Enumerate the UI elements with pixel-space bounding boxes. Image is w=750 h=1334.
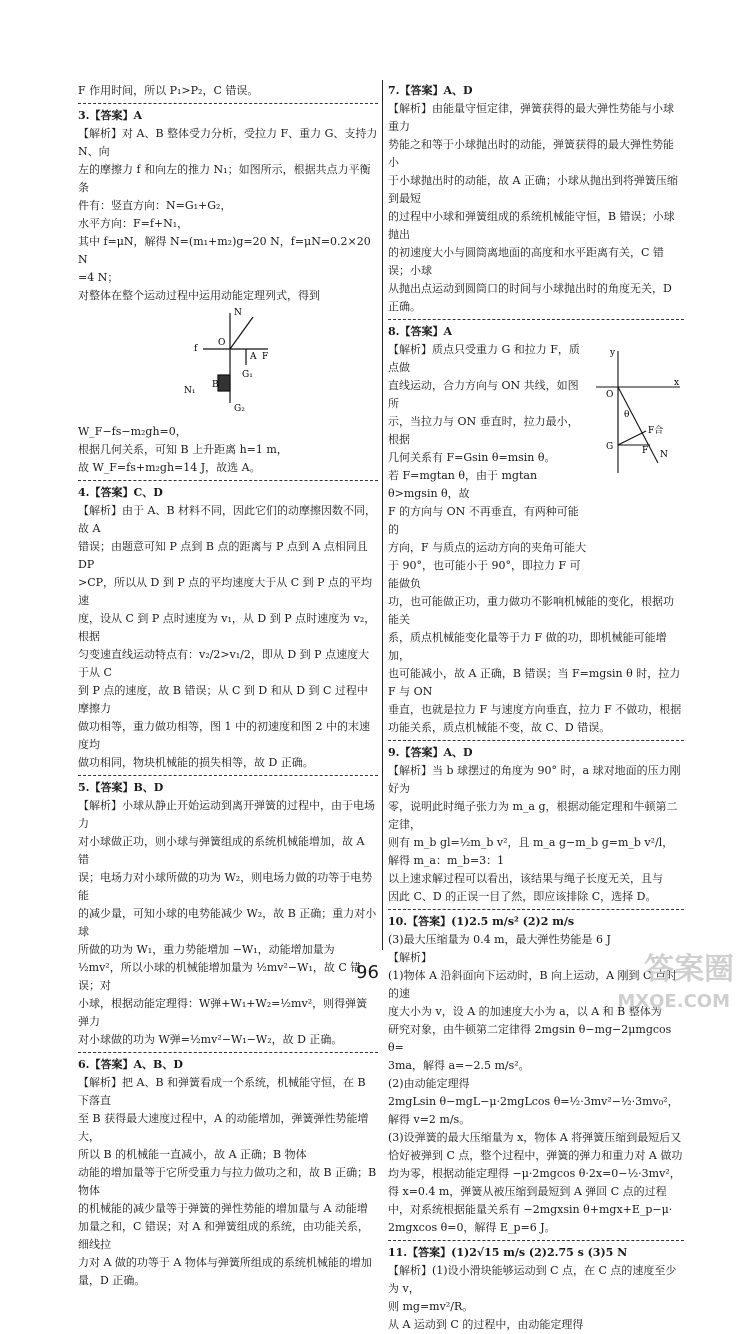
divider	[78, 103, 378, 104]
q6-line: 量，D 正确。	[78, 1274, 146, 1287]
q7-line: 的初速度大小与圆筒离地面的高度和水平距离有关，C 错误；小球	[388, 246, 664, 277]
q8-answer: 8.【答案】A	[388, 325, 453, 338]
q5-answer: 5.【答案】B、D	[78, 781, 164, 794]
page-number: 96	[356, 962, 379, 983]
q10-line: 3ma，解得 a=−2.5 m/s²。	[388, 1059, 530, 1072]
question-4	[78, 484, 378, 772]
q5-line: 小球，根据动能定理得：W弹+W₁+W₂=½mv²，则得弹簧弹力	[78, 997, 368, 1028]
q3-line: 【解析】对 A、B 整体受力分析，受拉力 F、重力 G、支持力 N、向	[78, 127, 378, 158]
q10-line: (3)最大压缩量为 0.4 m，最大弹性势能是 6 J	[388, 933, 611, 946]
question-3	[78, 107, 378, 477]
q7-line: 【解析】由能量守恒定律，弹簧获得的最大弹性势能与小球重力	[388, 102, 674, 133]
q8-line: 若 F=mgtan θ，由于 mgtan θ>mgsin θ，故	[388, 469, 538, 500]
fig-label-g2: G₂	[234, 404, 245, 414]
fig-label-g: G	[606, 442, 614, 452]
question-11	[388, 1244, 684, 1334]
fig-label-n: N	[234, 308, 242, 318]
q11-line: 则 mg=mv²/R。	[388, 1300, 474, 1313]
q8-line: 直线运动，合力方向与 ON 共线，如图所	[388, 379, 579, 410]
fig-label-x: x	[674, 378, 680, 388]
q6-answer: 6.【答案】A、B、D	[78, 1058, 183, 1071]
q6-line: 至 B 获得最大速度过程中，A 的动能增加，弹簧弹性势能增大，	[78, 1112, 369, 1143]
q10-line: (3)设弹簧的最大压缩量为 x，物体 A 将弹簧压缩到最短后又	[388, 1131, 682, 1144]
left-column	[78, 82, 378, 1290]
q7-line: 于小球抛出时的动能，故 A 正确；小球从抛出到将弹簧压缩到最短	[388, 174, 678, 205]
q7-line: 从抛出点运动到圆筒口的时间与小球抛出时的角度无关，D	[388, 282, 672, 295]
fig-label-f: F	[642, 446, 649, 456]
q5-line: 【解析】小球从静止开始运动到离开弹簧的过程中，由于电场力	[78, 799, 375, 830]
q10-line: 得 x=0.4 m，弹簧从被压缩到最短到 A 弹回 C 点的过程	[388, 1185, 667, 1198]
q10-line: (2)由动能定理得	[388, 1077, 470, 1090]
q4-line: 度，设从 C 到 P 点时速度为 v₁，从 D 到 P 点时速度为 v₂，根据	[78, 612, 376, 643]
q10-line: 研究对象，由牛顿第二定律得 2mgsin θ−mg−2μmgcos θ=	[388, 1023, 672, 1054]
q8-line: 示，当拉力与 ON 垂直时，拉力最小，根据	[388, 415, 579, 446]
q7-line: 的过程中小球和弹簧组成的系统机械能守恒，B 错误；小球抛出	[388, 210, 675, 241]
q5-line: 误；电场力对小球所做的功为 W₂，则电场力做的功等于电势能	[78, 871, 373, 902]
q4-line: >CP，所以从 D 到 P 点的平均速度大于从 C 到 P 点的平均速	[78, 576, 373, 607]
divider	[388, 319, 684, 320]
fig-label-force: F	[262, 352, 269, 362]
q8-line: 【解析】质点只受重力 G 和拉力 F，质点做	[388, 343, 580, 374]
q8-line: 功，也可能做正功，重力做功不影响机械能的变化，根据功能关	[388, 595, 674, 626]
divider	[78, 480, 378, 481]
column-divider	[382, 80, 383, 950]
q3-line: 对整体在整个运动过程中运用动能定理列式，得到	[78, 289, 320, 302]
left-top-line: F 作用时间，所以 P₁>P₂，C 错误。	[78, 84, 259, 97]
q10-line: 均为零，根据动能定理得 −μ·2mgcos θ·2x=0−½·3mv²，	[388, 1167, 681, 1180]
fig-label-b: B	[212, 380, 219, 390]
q6-line: 所以 B 的机械能一直减小，故 A 正确；B 物体	[78, 1148, 307, 1161]
q9-line: 因此 C、D 的正误一目了然，即应该排除 C，选择 D。	[388, 890, 657, 903]
question-10	[388, 913, 684, 1237]
question-9	[388, 744, 684, 906]
q11-line: 【解析】(1)设小滑块能够运动到 C 点，在 C 点的速度至少为 v，	[388, 1264, 677, 1295]
q6-line: 加量之和，C 错误；对 A 和弹簧组成的系统，由功能关系，细线拉	[78, 1220, 369, 1251]
q3-after: 故 W_F=fs+m₂gh=14 J，故选 A。	[78, 461, 261, 474]
q9-line: 以上速求解过程可以看出，该结果与绳子长度无关，且与	[388, 872, 663, 885]
q6-line: 力对 A 做的功等于 A 物体与弹簧所组成的系统机械能的增加	[78, 1256, 372, 1269]
q4-line: 匀变速直线运动特点有：v₂/2>v₁/2，即从 D 到 P 点速度大于从 C	[78, 648, 370, 679]
fig-label-n1: N₁	[184, 386, 196, 396]
divider	[388, 1240, 684, 1241]
divider	[78, 775, 378, 776]
q7-line: 势能之和等于小球抛出时的动能，弹簧获得的最大弹性势能小	[388, 138, 674, 169]
fig-label-y: y	[610, 348, 616, 358]
q8-line: 也可能减小，故 A 正确，B 错误；当 F=mgsin θ 时，拉力 F 与 ON	[388, 667, 681, 698]
q9-line: 【解析】当 b 球摆过的角度为 90° 时，a 球对地面的压力刚好为	[388, 764, 681, 795]
q3-after: 根据几何关系，可知 B 上升距离 h=1 m，	[78, 443, 288, 456]
fig-label-o: O	[606, 390, 614, 400]
q9-line: 零，说明此时绳子张力为 m_a g，根据动能定理和牛顿第二定律，	[388, 800, 678, 831]
q9-answer: 9.【答案】A、D	[388, 746, 473, 759]
q10-line: 恰好被弹到 C 点，整个过程中，弹簧的弹力和重力对 A 做功	[388, 1149, 683, 1162]
fig-label-theta: θ	[624, 410, 630, 420]
q3-line: 件有：竖直方向：N=G₁+G₂，	[78, 199, 232, 212]
q8-line: 于 90°，也可能小于 90°，即拉力 F 可能做负	[388, 559, 581, 590]
q8-line: F 的方向与 ON 不再垂直，有两种可能的	[388, 505, 579, 536]
q4-line: 【解析】由于 A、B 材料不同，因此它们的动摩擦因数不同，故 A	[78, 504, 377, 535]
q10-answer: 10.【答案】(1)2.5 m/s² (2)2 m/s	[388, 915, 575, 928]
q3-line: =4 N；	[78, 271, 119, 284]
q4-line: 做功相同，物块机械能的损失相等，故 D 正确。	[78, 756, 314, 769]
q5-line: 对小球做的功为 W弹=½mv²−W₁−W₂，故 D 正确。	[78, 1033, 343, 1046]
question-5	[78, 779, 378, 1049]
fig-label-f: f	[194, 344, 198, 354]
q3-answer: 3.【答案】A	[78, 109, 143, 122]
q3-line: 左的摩擦力 f 和向左的推力 N₁；如图所示，根据共点力平衡条	[78, 163, 371, 194]
divider	[388, 740, 684, 741]
q6-line: 动能的增加量等于它所受重力与拉力做功之和，故 B 正确；B 物体	[78, 1166, 377, 1197]
q10-line: (1)物体 A 沿斜面向下运动时，B 向上运动，A 刚到 C 点时的速	[388, 969, 677, 1000]
q4-line: 做功相等，重力做功相等，图 1 中的初速度和图 2 中的末速度均	[78, 720, 370, 751]
q3-line: 水平方向：F=f+N₁，	[78, 217, 189, 230]
q8-line: 系，质点机械能变化量等于力 F 做的功，即机械能可能增加，	[388, 631, 667, 662]
q5-line: ½mv²，所以小球的机械能增加量为 ½mv²−W₁，故 C 错误；对	[78, 961, 362, 992]
q7-line: 正确。	[388, 300, 421, 313]
q7-answer: 7.【答案】A、D	[388, 84, 473, 97]
q8-line: 功能关系，质点机械能不变，故 C、D 错误。	[388, 721, 611, 734]
question-7	[388, 82, 684, 316]
q5-line: 对小球做正功，则小球与弹簧组成的系统机械能增加，故 A 错	[78, 835, 365, 866]
q8-line: 几何关系有 F=Gsin θ=msin θ。	[388, 451, 556, 464]
q6-line: 【解析】把 A、B 和弹簧看成一个系统，机械能守恒，在 B 下落直	[78, 1076, 366, 1107]
q3-after: W_F−fs−m₂gh=0，	[78, 425, 187, 438]
q10-line: 2mgxcos θ=0，解得 E_p=6 J。	[388, 1221, 556, 1234]
watermark-url: MXQE.COM	[617, 991, 730, 1012]
q10-line: 度大小为 v，设 A 的加速度大小为 a，以 A 和 B 整体为	[388, 1005, 662, 1018]
q10-line: 中，对系统根据能量关系有 −2mgxsin θ+mgx+E_p−μ·	[388, 1203, 673, 1216]
fig-label-f-he: F合	[648, 426, 664, 436]
q4-line: 到 P 点的速度，故 B 错误；从 C 到 D 和从 D 到 C 过程中摩擦力	[78, 684, 368, 715]
fig-label-g1: G₁	[242, 370, 253, 380]
q10-line: 【解析】	[388, 951, 432, 964]
q11-answer: 11.【答案】(1)2√15 m/s (2)2.75 s (3)5 N	[388, 1246, 628, 1259]
q9-line: 则有 m_b gl=½m_b v²，且 m_a g−m_b g=m_b v²/l，解得 m_a：m_b=3：1	[388, 836, 674, 867]
q3-line: 其中 f=μN，解得 N=(m₁+m₂)g=20 N，f=μN=0.2×20 N	[78, 235, 371, 266]
q8-line: 垂直，也就是拉力 F 与速度方向垂直，拉力 F 不做功，根据	[388, 703, 682, 716]
q4-answer: 4.【答案】C、D	[78, 486, 163, 499]
question-8	[388, 323, 684, 737]
question-6	[78, 1056, 378, 1290]
q5-line: 的减少量，可知小球的电势能减少 W₂，故 B 正确；重力对小球	[78, 907, 377, 938]
divider	[78, 1052, 378, 1053]
q10-line: 解得 v=2 m/s。	[388, 1113, 471, 1126]
fig-label-o: O	[218, 338, 226, 348]
watermark-logo: 答案圈	[644, 952, 734, 987]
q8-line: 方向，F 与质点的运动方向的夹角可能大	[388, 541, 587, 554]
fig-label-a: A	[250, 352, 257, 362]
q4-line: 错误；由题意可知 P 点到 B 点的距离与 P 点到 A 点相同且 DP	[78, 540, 368, 571]
q11-line: 从 A 运动到 C 的过程中，由动能定理得	[388, 1318, 584, 1331]
q8-vector-diagram	[588, 341, 684, 481]
q3-force-diagram	[78, 305, 378, 417]
fig-label-n: N	[660, 450, 668, 460]
q5-line: 所做的功为 W₁，重力势能增加 −W₁，动能增加量为	[78, 943, 335, 956]
q10-line: 2mgLsin θ−mgL−μ·2mgLcos θ=½·3mv²−½·3mv₀²，	[388, 1095, 679, 1108]
divider	[388, 909, 684, 910]
right-column	[388, 82, 684, 1334]
q6-line: 的机械能的减少量等于弹簧的弹性势能的增加量与 A 动能增	[78, 1202, 368, 1215]
